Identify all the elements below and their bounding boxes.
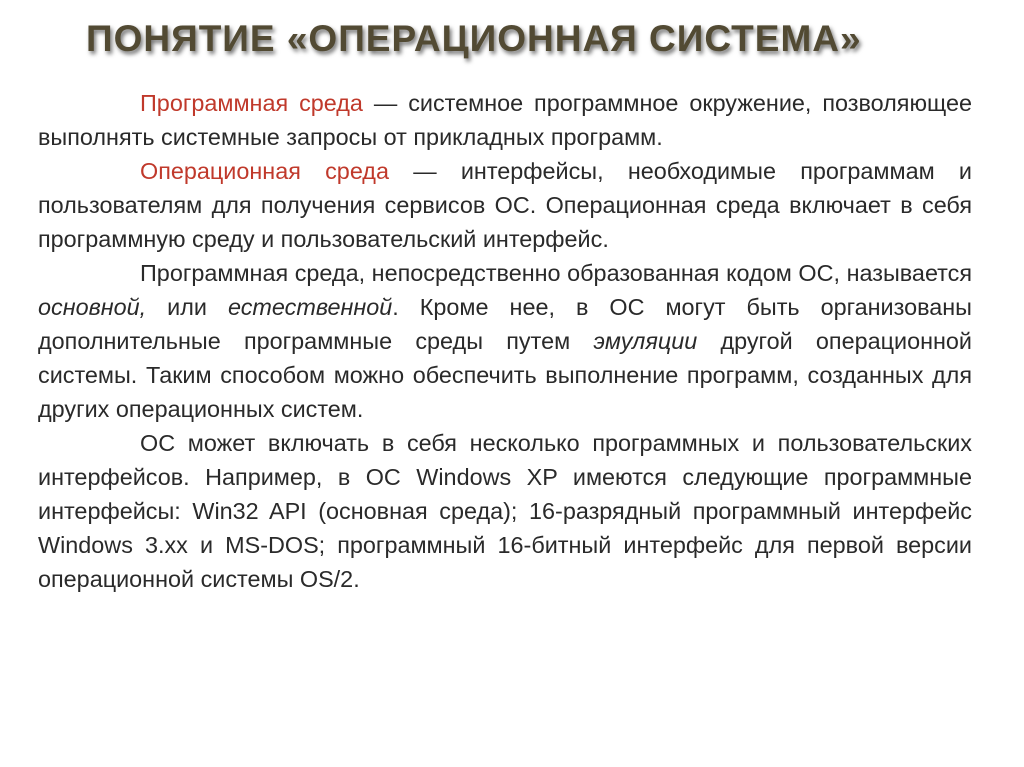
definition-program-environment: — системное программное окружение, позволяющее выполнять системные запросы от прикладных программ. (38, 90, 973, 150)
paragraph-native-environment (38, 256, 972, 426)
emphasis-basic: основной, (38, 294, 147, 320)
paragraph-program-environment (38, 86, 972, 154)
slide-body (38, 86, 972, 596)
emphasis-emulation: эмуляции (593, 328, 698, 354)
interfaces-text: ОС может включать в себя несколько программных и пользовательских интерфейсов. Например, в ОС Windows XP имеются следующие программные интерфейсы: Win32 API (основная среда); 16-разрядный программный интерфейс Windows 3.xx и MS-DOS; программный 16-битный интерфейс для первой версии операционной системы OS/2. (38, 430, 972, 592)
definition-operating-environment: — интерфейсы, необходимые программам и пользователям для получения сервисов ОС. Операционная среда включает в себя программную среду и пользовательский интерфейс. (38, 158, 972, 252)
emphasis-natural: естественной (227, 294, 393, 320)
term-program-environment: Программная среда (140, 90, 363, 116)
text-segment: или (146, 294, 228, 320)
paragraph-operating-environment (38, 154, 972, 256)
paragraph-interfaces (38, 426, 972, 596)
text-segment: другой операционной системы. Таким способом можно обеспечить выполнение программ, созданных для других операционных систем. (38, 328, 972, 422)
slide-title: ПОНЯТИЕ «ОПЕРАЦИОННАЯ СИСТЕМА» (86, 18, 862, 59)
text-segment: Программная среда, непосредственно образованная кодом ОС, называется (140, 260, 972, 286)
text-segment: . Кроме нее, в ОС могут быть организованы дополнительные программные среды путем (38, 294, 972, 354)
term-operating-environment: Операционная среда (140, 158, 389, 184)
